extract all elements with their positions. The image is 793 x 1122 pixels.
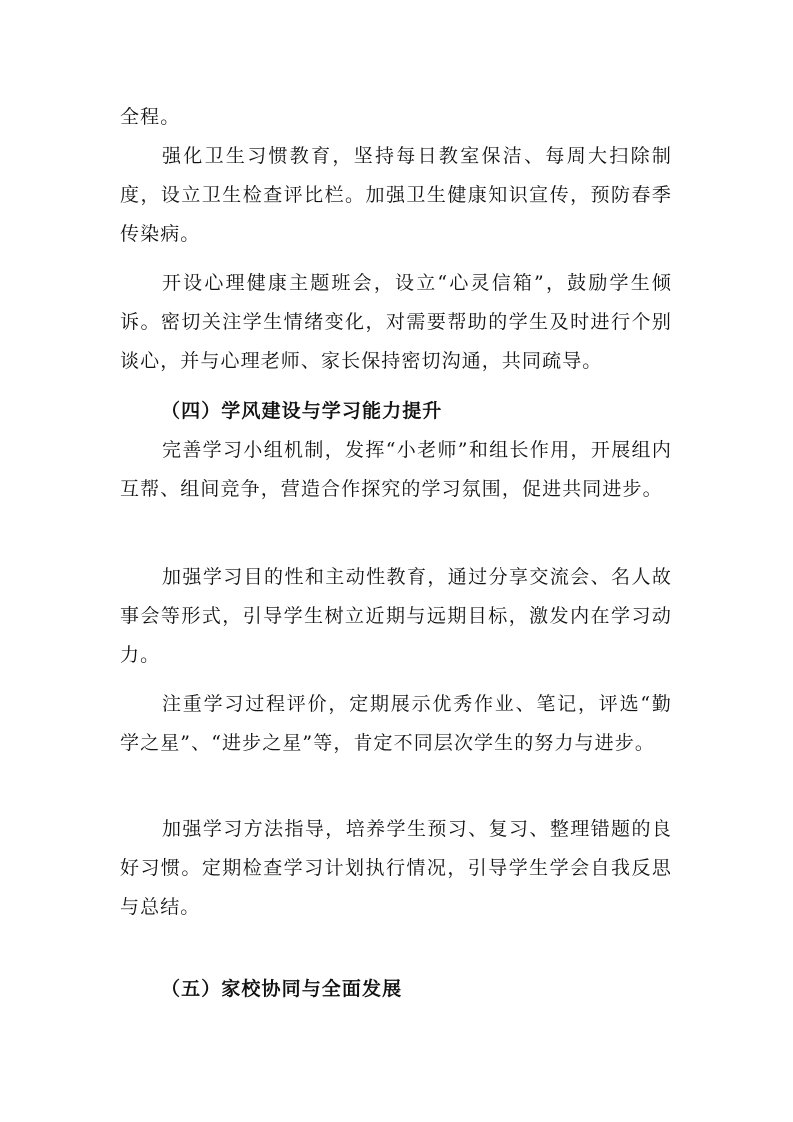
paragraph-learning-motivation: 加强学习目的性和主动性教育，通过分享交流会、名人故事会等形式，引导学生树立近期与远期目标，激发内在学习动力。 xyxy=(120,566,672,666)
paragraph-continuation: 全程。 xyxy=(120,106,181,128)
paragraph-study-methods: 加强学习方法指导，培养学生预习、复习、整理错题的良好习惯。定期检查学习计划执行情况，引导学生学会自我反思与总结。 xyxy=(120,818,672,918)
paragraph-process-evaluation: 注重学习过程评价，定期展示优秀作业、笔记，评选“勤学之星”、“进步之星”等，肯定不同层次学生的努力与进步。 xyxy=(120,693,672,754)
paragraph-hygiene-education: 强化卫生习惯教育，坚持每日教室保洁、每周大扫除制度，设立卫生检查评比栏。加强卫生健康知识宣传，预防春季传染病。 xyxy=(120,145,672,245)
paragraph-mental-health: 开设心理健康主题班会，设立“心灵信箱”，鼓励学生倾诉。密切关注学生情绪变化，对需要帮助的学生及时进行个别谈心，并与心理老师、家长保持密切沟通，共同疏导。 xyxy=(120,272,672,372)
paragraph-study-groups: 完善学习小组机制，发挥“小老师”和组长作用，开展组内互帮、组间竞争，营造合作探究的学习氛围，促进共同进步。 xyxy=(120,439,672,500)
section-heading-5: （五）家校协同与全面发展 xyxy=(161,978,403,1000)
section-heading-4: （四）学风建设与学习能力提升 xyxy=(161,400,443,422)
